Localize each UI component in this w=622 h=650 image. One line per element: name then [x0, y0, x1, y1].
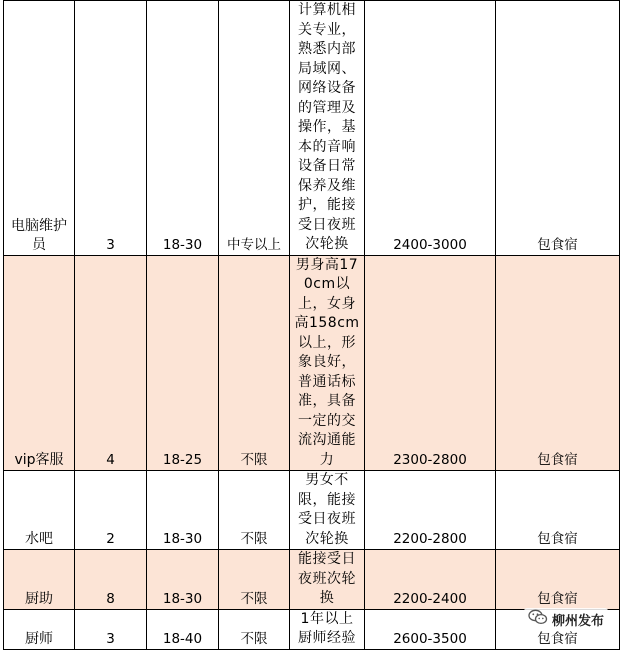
table-row: [4, 550, 620, 610]
salary-cell: 2200-2400: [365, 550, 496, 610]
table-row: [4, 471, 620, 550]
position-cell: 厨师: [4, 609, 75, 649]
salary-cell: 2300-2800: [365, 255, 496, 471]
age-cell: 18-30: [147, 550, 219, 610]
education-cell: 不限: [219, 609, 290, 649]
education-cell: 不限: [219, 550, 290, 610]
watermark: [524, 608, 608, 630]
watermark-text: 柳州发布: [551, 613, 604, 629]
requirements-cell: [290, 609, 365, 649]
count-cell: 8: [75, 550, 147, 610]
requirements-text: 男女不限，能接受日夜班次轮换: [298, 472, 356, 547]
requirements-text: 能接受日夜班次轮换: [298, 551, 356, 606]
requirements-cell: [290, 1, 365, 256]
position-cell: vip客服: [4, 255, 75, 471]
education-cell: 不限: [219, 255, 290, 471]
count-cell: 3: [75, 609, 147, 649]
count-cell: 3: [75, 1, 147, 256]
table-row: [4, 1, 620, 256]
benefits-cell: 包食宿: [496, 550, 620, 610]
benefits-cell: 包食宿: [496, 471, 620, 550]
count-cell: 2: [75, 471, 147, 550]
age-cell: 18-30: [147, 471, 219, 550]
salary-cell: 2400-3000: [365, 1, 496, 256]
position-cell: 电脑维护员: [4, 1, 75, 256]
education-cell: 中专以上: [219, 1, 290, 256]
wechat-icon: [528, 609, 548, 629]
requirements-cell: [290, 550, 365, 610]
count-cell: 4: [75, 255, 147, 471]
requirements-cell: [290, 255, 365, 471]
benefits-cell: 包食宿: [496, 255, 620, 471]
requirements-text: 计算机相关专业，熟悉内部局域网、网络设备的管理及操作，基本的音响设备日常保养及维护，能接受日夜班次轮换: [298, 2, 356, 252]
age-cell: 18-30: [147, 1, 219, 256]
age-cell: 18-25: [147, 255, 219, 471]
requirements-text: 男身高170cm以上，女身高158cm以上，形象良好，普通话标准，具备一定的交流沟通能力: [294, 256, 360, 468]
position-cell: 水吧: [4, 471, 75, 550]
requirements-text: 1年以上厨师经验: [298, 610, 356, 646]
salary-cell: 2200-2800: [365, 471, 496, 550]
benefits-cell: 包食宿: [496, 609, 620, 649]
requirements-cell: [290, 471, 365, 550]
job-table: [3, 0, 620, 650]
table-row: [4, 255, 620, 471]
education-cell: 不限: [219, 471, 290, 550]
age-cell: 18-40: [147, 609, 219, 649]
salary-cell: 2600-3500: [365, 609, 496, 649]
position-cell: 厨助: [4, 550, 75, 610]
benefits-cell: 包食宿: [496, 1, 620, 256]
